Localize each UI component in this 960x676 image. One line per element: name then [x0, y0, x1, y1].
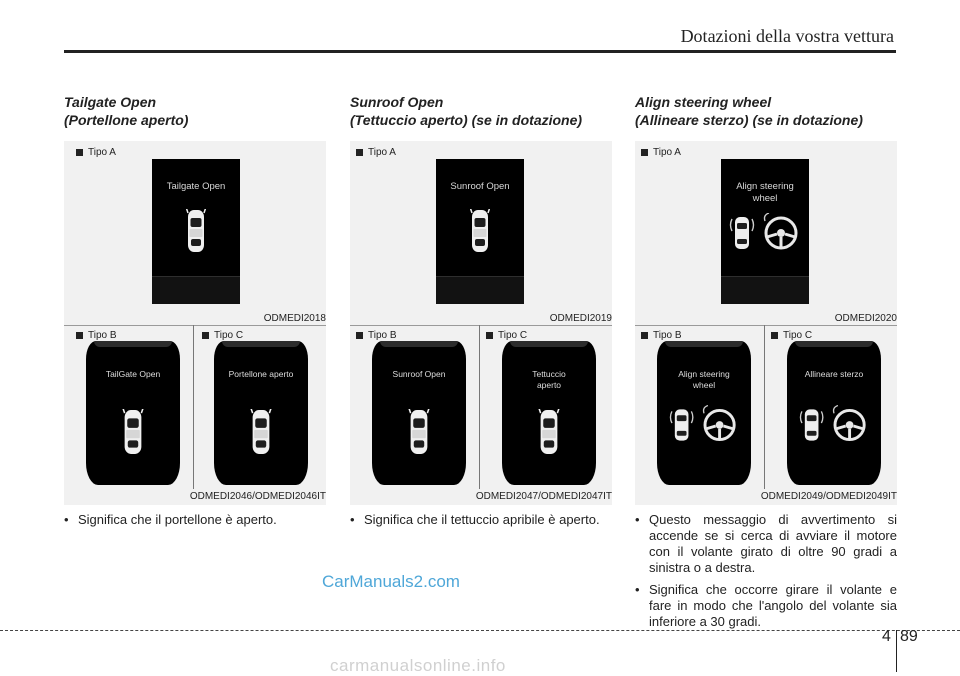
footer-rule — [0, 630, 960, 631]
figure-code: ODMEDI2018 — [263, 313, 326, 324]
bullet-note: • Significa che il tettuccio apribile è aperto. — [350, 512, 600, 527]
figure-divider-vertical — [479, 325, 480, 489]
steering-wheel-warning-icon — [799, 405, 871, 445]
figure-code: ODMEDI2020 — [834, 313, 897, 324]
tipo-a-label: Tipo A — [76, 147, 116, 158]
section-tailgate-open — [64, 93, 326, 528]
section-heading: Tailgate Open — [64, 94, 157, 110]
figure-panel — [64, 141, 326, 505]
car-top-view-icon — [408, 409, 430, 455]
display-glow — [665, 341, 743, 347]
watermark-link[interactable]: CarManuals2.com — [322, 572, 460, 591]
section-subheading: (Portellone aperto) — [64, 112, 189, 128]
square-bullet-icon — [356, 332, 363, 339]
square-bullet-icon — [486, 332, 493, 339]
figure-code: ODMEDI2046/ODMEDI2046IT — [189, 491, 326, 502]
section-subheading: (Tettuccio aperto) (se in dotazione) — [350, 112, 583, 128]
square-bullet-icon — [76, 149, 83, 156]
tipo-a-display — [721, 159, 809, 304]
steering-wheel-warning-icon — [669, 405, 741, 445]
figure-divider — [64, 325, 326, 326]
display-message: TailGate Open — [105, 369, 161, 379]
car-top-view-icon — [538, 409, 560, 455]
tipo-c-display — [214, 341, 308, 485]
tipo-b-display — [657, 341, 751, 485]
tipo-b-display — [372, 341, 466, 485]
tipo-a-display — [436, 159, 524, 304]
tipo-a-label: Tipo A — [356, 147, 396, 158]
section-heading: Align steering wheel — [635, 94, 772, 110]
bullet-icon: • — [635, 582, 640, 597]
bullet-note: • Significa che occorre girare il volante e fare in modo che l'angolo del volante sia inferiore a 30 gradi. — [635, 582, 897, 629]
square-bullet-icon — [771, 332, 778, 339]
section-align-steering-wheel — [635, 93, 897, 630]
tipo-b-label: Tipo B — [641, 330, 682, 341]
tipo-c-display — [502, 341, 596, 485]
figure-panel — [635, 141, 897, 505]
steering-wheel-warning-icon — [729, 213, 803, 253]
car-top-view-icon — [186, 209, 206, 253]
tipo-a-display — [152, 159, 240, 304]
car-top-view-icon — [250, 409, 272, 455]
display-message: Portellone aperto — [228, 369, 294, 379]
tipo-c-label: Tipo C — [771, 330, 812, 341]
tipo-c-label: Tipo C — [486, 330, 527, 341]
square-bullet-icon — [641, 149, 648, 156]
square-bullet-icon — [76, 332, 83, 339]
tipo-c-display — [787, 341, 881, 485]
display-glow — [94, 341, 172, 347]
figure-divider-vertical — [193, 325, 194, 489]
figure-code: ODMEDI2019 — [549, 313, 612, 324]
header-rule — [64, 50, 896, 53]
tipo-b-label: Tipo B — [356, 330, 397, 341]
display-glow — [222, 341, 300, 347]
bullet-icon: • — [350, 512, 355, 527]
display-glow — [510, 341, 588, 347]
figure-code: ODMEDI2047/ODMEDI2047IT — [475, 491, 612, 502]
page-header-title: Dotazioni della vostra vettura — [680, 26, 894, 46]
display-message: Tettuccio aperto — [532, 369, 566, 390]
display-message: Align steering wheel — [678, 369, 730, 390]
bullet-icon: • — [635, 512, 640, 527]
figure-panel — [350, 141, 612, 505]
square-bullet-icon — [356, 149, 363, 156]
site-watermark: carmanualsonline.info — [330, 656, 506, 675]
display-bar — [721, 276, 809, 304]
section-heading: Sunroof Open — [350, 94, 444, 110]
bullet-note: • Questo messaggio di avvertimento si accende se si cerca di avviare il motore con il volante girato di oltre 90 gradi a sinistra o a destra. — [635, 512, 897, 575]
figure-divider — [350, 325, 612, 326]
section-number: 4 — [882, 628, 891, 645]
tipo-a-label: Tipo A — [641, 147, 681, 158]
page-number-divider — [896, 630, 897, 672]
square-bullet-icon — [202, 332, 209, 339]
display-bar — [436, 276, 524, 304]
display-message: Allineare sterzo — [804, 369, 864, 379]
display-glow — [380, 341, 458, 347]
car-top-view-icon — [122, 409, 144, 455]
tipo-b-label: Tipo B — [76, 330, 117, 341]
display-glow — [795, 341, 873, 347]
figure-divider-vertical — [764, 325, 765, 489]
car-top-view-icon — [470, 209, 490, 253]
display-message: Tailgate Open — [166, 181, 226, 192]
square-bullet-icon — [641, 332, 648, 339]
section-sunroof-open — [350, 93, 612, 528]
bullet-note: • Significa che il portellone è aperto. — [64, 512, 277, 527]
bullet-icon: • — [64, 512, 69, 527]
figure-code: ODMEDI2049/ODMEDI2049IT — [760, 491, 897, 502]
tipo-c-label: Tipo C — [202, 330, 243, 341]
tipo-b-display — [86, 341, 180, 485]
section-subheading: (Allineare sterzo) (se in dotazione) — [635, 112, 863, 128]
figure-divider — [635, 325, 897, 326]
display-message: Sunroof Open — [392, 369, 446, 379]
display-message: Sunroof Open — [450, 181, 510, 192]
display-message: Align steering wheel — [736, 181, 794, 204]
display-bar — [152, 276, 240, 304]
page-number: 89 — [900, 628, 918, 645]
